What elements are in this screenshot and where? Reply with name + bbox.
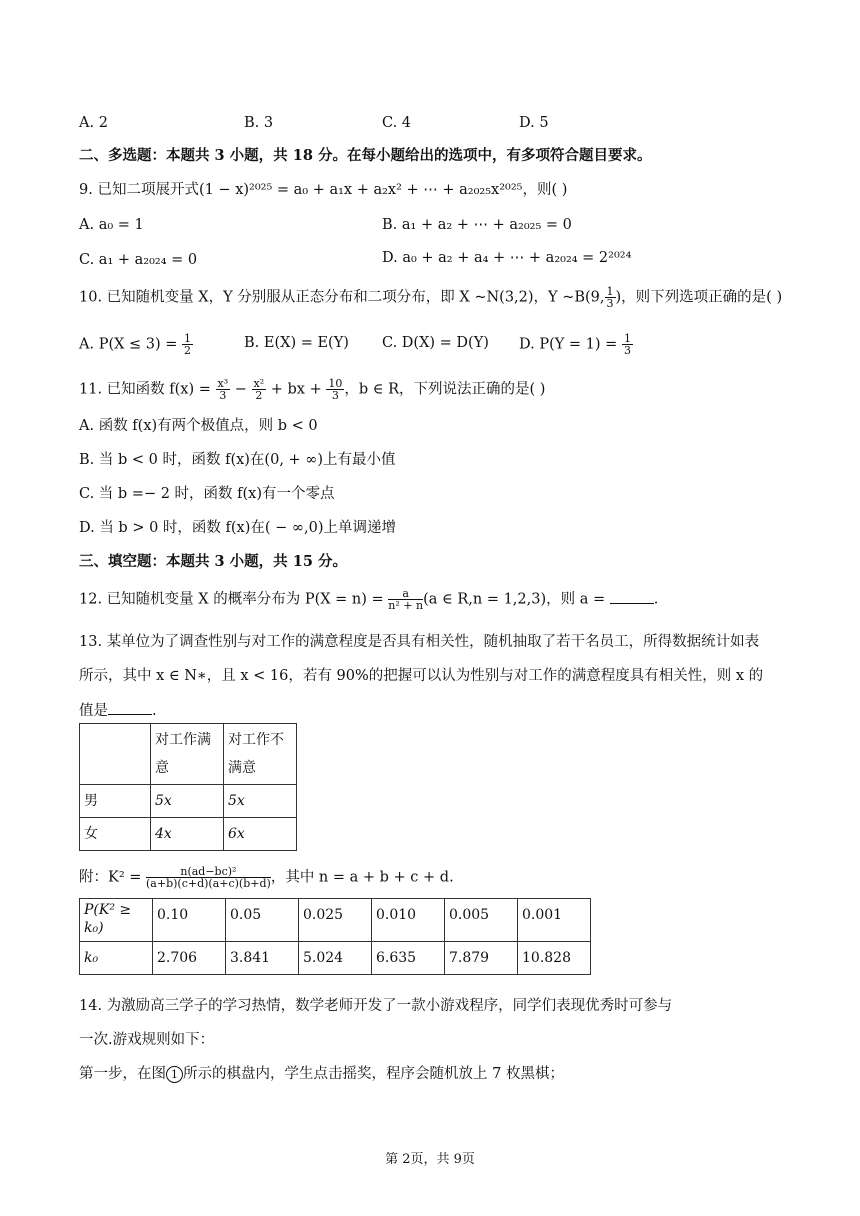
q10-stem [79,286,782,309]
q11-fraction-2 [252,378,267,401]
q10-stem-pre: 10. 已知随机变量 X，Y 分别服从正态分布和二项分布，即 X ~N(3,2)，Y ~B(9, [79,289,605,306]
q12-answer-blank[interactable] [610,589,654,604]
q10-option-a-fraction [182,333,193,356]
table-row-label: k₀ [80,942,153,975]
q10-option-b: B. E(X) = E(Y) [244,335,349,351]
q8-option-c: C. 4 [382,115,412,131]
fraction-numerator: x² [253,377,265,390]
page-footer: 第 2页，共 9页 [385,1152,475,1167]
q12-stem-post: (a ∈ R,n = 1,2,3)，则 a = [423,591,610,608]
q11-fraction-1 [216,378,231,401]
q11-option-b: B. 当 b < 0 时，函数 f(x)在(0, + ∞)上有最小值 [79,452,396,468]
q12-fraction [388,588,423,611]
q13-formula [79,866,454,889]
q10-option-d-text: D. P(Y = 1) = [519,336,622,353]
q12-stem-pre: 12. 已知随机变量 X 的概率分布为 P(X = n) = [79,591,389,608]
fraction-numerator: n(ad−bc)² [146,866,271,878]
q11-option-d: D. 当 b > 0 时，函数 f(x)在( − ∞,0)上单调递增 [79,520,396,536]
q12-end: . [653,591,659,608]
q11-stem [79,378,545,401]
fraction-numerator: 1 [623,332,631,345]
table-row [80,818,297,851]
table-cell: 女 [80,818,151,851]
fraction-denominator: 2 [184,344,192,357]
table-row [80,942,591,975]
fraction-denominator: n² + n [388,599,424,612]
section2-heading: 二、多选题：本题共 3 小题，共 18 分。在每小题给出的选项中，有多项符合题目要求。 [79,147,652,164]
q11-stem-post: ，b ∈ R，下列说法正确的是( ) [344,381,546,398]
q13-line3-end: . [152,703,157,719]
q13-formula-pre: 附：K² = [79,869,147,886]
table-cell: 10.828 [518,942,591,975]
q11-fraction-3 [326,378,344,401]
fraction-numerator: a [388,588,423,600]
q14-line3-post: 所示的棋盘内，学生点击摇奖，程序会随机放上 7 枚黑棋； [183,1066,564,1082]
fraction-denominator: 3 [606,297,614,310]
q10-stem-post: )，则下列选项正确的是( ) [615,289,783,306]
fraction-numerator: 1 [184,332,192,345]
table-cell: 男 [80,785,151,818]
circled-number-1: 1 [166,1066,183,1083]
table-cell: 0.10 [153,899,226,942]
table-cell: 6.635 [372,942,445,975]
q10-option-a [79,333,193,356]
q13-formula-post: ，其中 n = a + b + c + d. [270,869,454,886]
table-cell: 3.841 [226,942,299,975]
q8-option-b: B. 3 [244,115,274,131]
section3-heading: 三、填空题：本题共 3 小题，共 15 分。 [79,553,347,570]
table-cell: 2.706 [153,942,226,975]
fraction-denominator: 2 [255,389,263,402]
q13-line3-pre: 值是 [79,703,108,719]
q13-line2: 所示，其中 x ∈ N∗，且 x < 16，若有 90%的把握可以认为性别与对工作的满意程度具有相关性，则 x 的 [79,668,764,684]
table-cell: 0.010 [372,899,445,942]
table-header-cell: 对工作不满意 [224,724,297,785]
satisfaction-table [79,723,297,851]
table-header-cell [80,724,151,785]
q11-option-a: A. 函数 f(x)有两个极值点，则 b < 0 [79,418,318,434]
table-cell: 0.025 [299,899,372,942]
table-row [80,899,591,942]
table-cell: 0.05 [226,899,299,942]
fraction-denominator: 3 [219,389,227,402]
q11-mid: + bx + [266,381,327,398]
q9-option-a: A. a₀ = 1 [79,217,144,233]
q9-option-d: D. a₀ + a₂ + a₄ + ⋯ + a₂₀₂₄ = 2²⁰²⁴ [382,250,632,266]
table-cell: 0.001 [518,899,591,942]
q10-stem-fraction [605,286,616,309]
q8-option-a: A. 2 [79,115,108,131]
q10-option-a-text: A. P(X ≤ 3) = [79,336,183,353]
q10-option-c: C. D(X) = D(Y) [382,335,489,351]
q14-line1: 14. 为激励高三学子的学习热情，数学老师开发了一款小游戏程序，同学们表现优秀时可参与 [79,998,673,1014]
table-cell: 5x [224,785,297,818]
q13-line1: 13. 某单位为了调查性别与对工作的满意程度是否具有相关性，随机抽取了若干名员工，所得数据统计如表 [79,634,760,650]
q13-formula-fraction [146,866,271,889]
q8-option-d: D. 5 [519,115,549,131]
q14-line3 [79,1064,564,1084]
q9-stem: 9. 已知二项展开式(1 − x)²⁰²⁵ = a₀ + a₁x + a₂x² + ⋯ + a₂₀₂₅x²⁰²⁵，则( ) [79,182,568,198]
table-header-cell: 对工作满意 [151,724,224,785]
q11-option-c: C. 当 b =− 2 时，函数 f(x)有一个零点 [79,486,335,502]
table-cell: 6x [224,818,297,851]
fraction-numerator: x³ [217,377,229,390]
table-cell: 4x [151,818,224,851]
fraction-numerator: 10 [328,377,343,390]
table-cell: 0.005 [445,899,518,942]
table-row-label: P(K² ≥ k₀) [80,899,153,942]
q11-minus: − [230,381,252,398]
q9-option-b: B. a₁ + a₂ + ⋯ + a₂₀₂₅ = 0 [382,217,572,233]
q10-option-d-fraction [622,333,633,356]
fraction-denominator: 3 [623,344,631,357]
table-row [80,785,297,818]
table-cell: 7.879 [445,942,518,975]
q9-option-c: C. a₁ + a₂₀₂₄ = 0 [79,252,198,268]
fraction-numerator: 1 [606,285,614,298]
q11-stem-pre: 11. 已知函数 f(x) = [79,381,216,398]
fraction-denominator: 3 [331,389,339,402]
q13-line3 [79,700,157,721]
q14-line3-pre: 第一步，在图 [79,1066,166,1082]
q14-line2: 一次.游戏规则如下： [79,1032,215,1048]
q12-stem [79,588,658,611]
q10-option-d [519,333,633,356]
table-cell: 5x [151,785,224,818]
critical-value-table [79,898,591,975]
q13-answer-blank[interactable] [108,700,152,715]
fraction-denominator: (a+b)(c+d)(a+c)(b+d) [146,877,271,890]
table-cell: 5.024 [299,942,372,975]
table-row [80,724,297,785]
